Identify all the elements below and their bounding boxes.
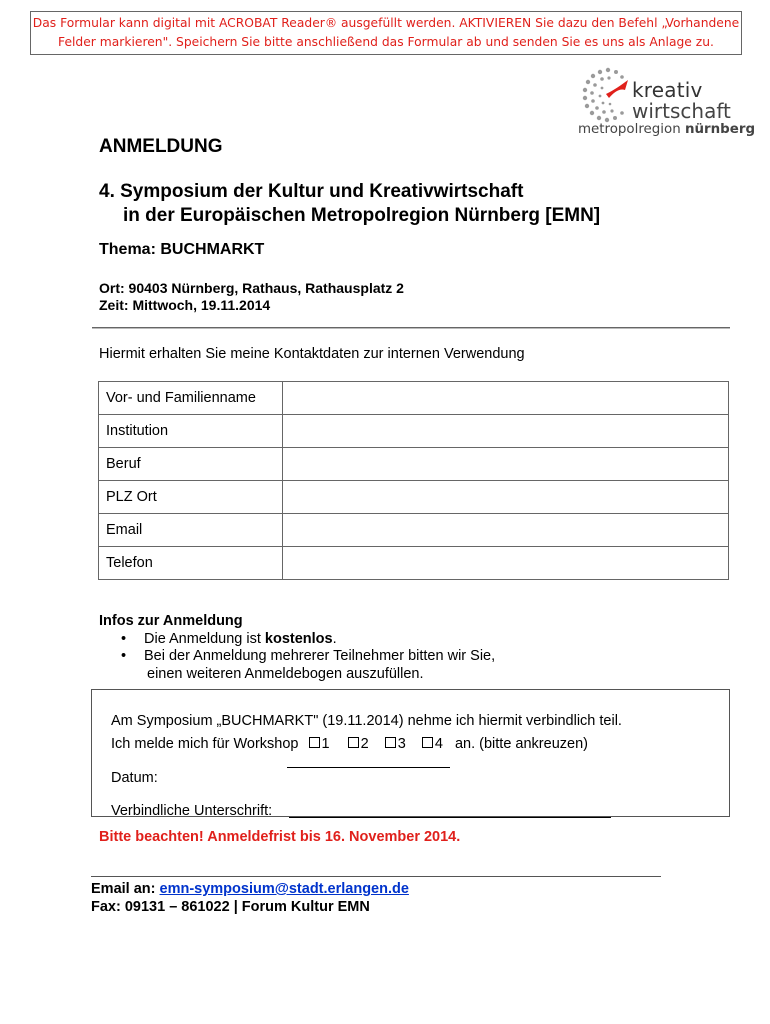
table-row <box>99 514 729 547</box>
swirl-logo-icon <box>578 64 638 124</box>
kreativwirtschaft-logo <box>578 64 756 142</box>
footer-email-row <box>91 880 409 898</box>
workshop-4-checkbox[interactable] <box>422 737 433 748</box>
date-input-line[interactable] <box>287 767 450 768</box>
bullet-2-text: Bei der Anmeldung mehrerer Teilnehmer bitten wir Sie, <box>144 648 496 664</box>
logo-word-kreativ: kreativ <box>632 78 703 102</box>
table-row <box>99 382 729 415</box>
symposium-title-line-2: in der Europäischen Metropolregion Nürnberg [EMN] <box>123 205 601 226</box>
contact-intro: Hiermit erhalten Sie meine Kontaktdaten zur internen Verwendung <box>99 346 525 362</box>
contact-form-table <box>98 381 729 580</box>
event-location: Ort: 90403 Nürnberg, Rathaus, Rathausplatz 2 <box>99 280 404 296</box>
workshop-suffix: an. (bitte ankreuzen) <box>454 736 588 752</box>
field-label-email: Email <box>99 514 283 547</box>
page-title: ANMELDUNG <box>99 136 223 157</box>
institution-field[interactable] <box>282 415 728 448</box>
logo-region-bold: nürnberg <box>684 122 756 137</box>
email-label: Email an: <box>91 881 160 897</box>
postcode-city-field[interactable] <box>282 481 728 514</box>
topic-heading: Thema: BUCHMARKT <box>99 241 265 258</box>
workshop-prefix: Ich melde mich für Workshop <box>111 736 299 752</box>
email-link[interactable]: emn-symposium@stadt.erlangen.de <box>159 881 409 897</box>
contact-footer <box>91 880 409 916</box>
notice-line-2: Felder markieren". Speichern Sie bitte anschließend das Formular ab und senden Sie es uns als Anlage zu. <box>58 35 714 49</box>
signature-input-line[interactable] <box>289 817 611 818</box>
workshop-3-checkbox[interactable] <box>385 737 396 748</box>
notice-line-1: Das Formular kann digital mit ACROBAT Reader® ausgefüllt werden. AKTIVIEREN Sie dazu den Befehl „Vorhandene <box>32 16 740 30</box>
list-item <box>99 648 495 666</box>
logo-region <box>578 122 755 137</box>
field-label-profession: Beruf <box>99 448 283 481</box>
footer-fax: Fax: 09131 – 861022 | Forum Kultur EMN <box>91 899 370 915</box>
table-row <box>99 547 729 580</box>
field-label-phone: Telefon <box>99 547 283 580</box>
bullet-icon: • <box>121 630 127 647</box>
workshop-4-label: 4 <box>434 736 443 752</box>
workshop-selection <box>111 736 588 752</box>
logo-region-light: metropolregion <box>578 122 681 137</box>
registration-box <box>91 689 730 817</box>
workshop-2-label: 2 <box>360 736 369 752</box>
footer-divider <box>91 876 661 877</box>
table-row <box>99 448 729 481</box>
field-label-postcode-city: PLZ Ort <box>99 481 283 514</box>
table-row <box>99 481 729 514</box>
workshop-2-checkbox[interactable] <box>348 737 359 748</box>
bullet-1-emphasis: kostenlos <box>264 630 333 647</box>
name-field[interactable] <box>282 382 728 415</box>
bullet-icon: • <box>121 648 127 664</box>
phone-field[interactable] <box>282 547 728 580</box>
signature-label: Verbindliche Unterschrift: <box>111 803 273 819</box>
logo-word-wirtschaft: wirtschaft <box>632 99 731 123</box>
field-label-name: Vor- und Familienname <box>99 382 283 415</box>
workshop-3-label: 3 <box>397 736 406 752</box>
email-field[interactable] <box>282 514 728 547</box>
bullet-1-text: Die Anmeldung ist <box>144 630 265 647</box>
field-label-institution: Institution <box>99 415 283 448</box>
profession-field[interactable] <box>282 448 728 481</box>
event-time: Zeit: Mittwoch, 19.11.2014 <box>99 297 271 313</box>
list-item <box>99 631 495 649</box>
date-label: Datum: <box>111 770 158 786</box>
table-row <box>99 415 729 448</box>
registration-info-title: Infos zur Anmeldung <box>99 613 243 629</box>
section-divider <box>92 327 730 329</box>
workshop-1-label: 1 <box>321 736 330 752</box>
registration-info <box>99 613 495 683</box>
symposium-title <box>99 180 600 228</box>
workshop-1-checkbox[interactable] <box>309 737 320 748</box>
bullet-2-continuation: einen weiteren Anmeldebogen auszufüllen. <box>147 665 424 682</box>
bullet-1-end: . <box>332 630 337 647</box>
deadline-notice: Bitte beachten! Anmeldefrist bis 16. November 2014. <box>99 829 461 845</box>
symposium-title-line-1: 4. Symposium der Kultur und Kreativwirtschaft <box>99 181 524 202</box>
attendance-statement: Am Symposium „BUCHMARKT" (19.11.2014) nehme ich hiermit verbindlich teil. <box>111 713 622 729</box>
form-notice-banner <box>30 11 742 55</box>
